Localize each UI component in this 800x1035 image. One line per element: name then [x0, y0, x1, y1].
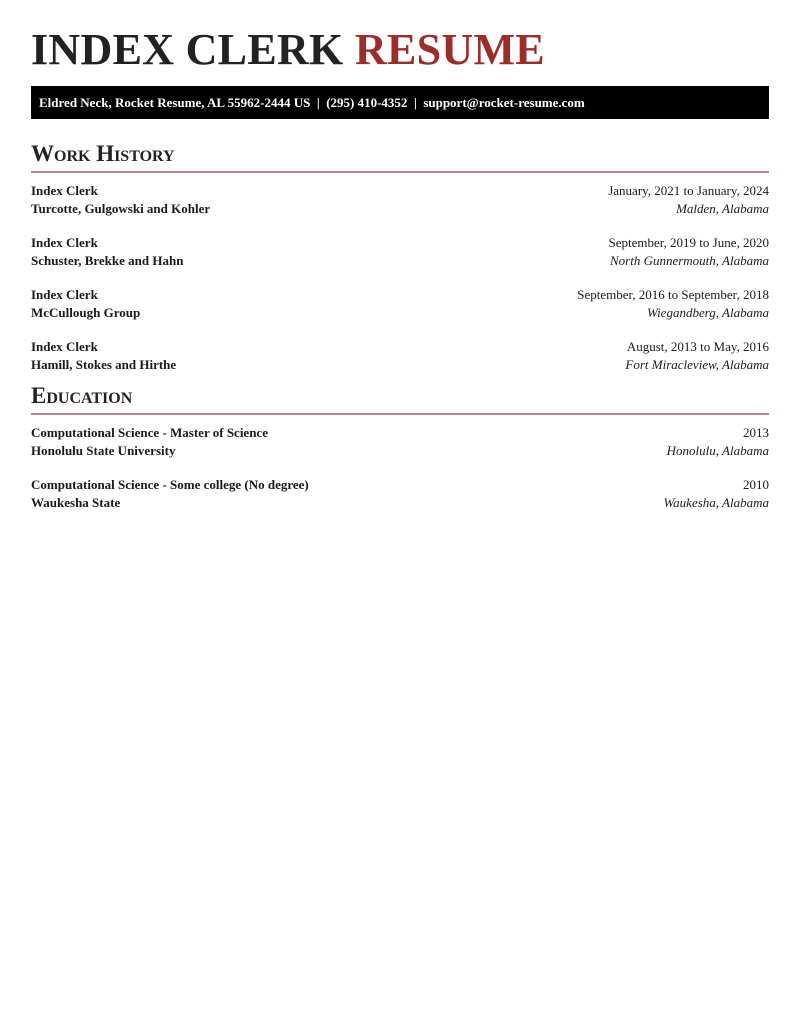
entry-dates: September, 2016 to September, 2018	[577, 287, 769, 302]
work-entry	[31, 286, 769, 322]
entry-dates: 2013	[743, 425, 769, 440]
entry-location: Malden, Alabama	[676, 201, 769, 216]
entry-location: Wiegandberg, Alabama	[646, 305, 769, 320]
contact-email[interactable]: support@rocket-resume.com	[423, 95, 585, 110]
separator: |	[316, 95, 320, 110]
title-main: INDEX CLERK	[31, 25, 344, 74]
contact-phone: (295) 410-4352	[326, 95, 408, 110]
entry-title: Computational Science - Some college (No degree)	[31, 477, 309, 492]
entry-location: Fort Miracleview, Alabama	[625, 357, 769, 372]
entry-dates: September, 2019 to June, 2020	[608, 235, 769, 250]
entry-location: North Gunnermouth, Alabama	[609, 253, 769, 268]
work-entry	[31, 182, 769, 218]
entry-title: Index Clerk	[31, 287, 98, 302]
separator: |	[413, 95, 417, 110]
work-history-section	[31, 140, 769, 374]
work-entry	[31, 234, 769, 270]
work-entry	[31, 338, 769, 374]
section-heading: Education	[31, 382, 769, 415]
entry-title: Computational Science - Master of Science	[31, 425, 268, 440]
entry-organization: Hamill, Stokes and Hirthe	[31, 357, 177, 372]
entry-dates: August, 2013 to May, 2016	[626, 339, 769, 354]
contact-bar	[31, 86, 769, 119]
entry-dates: 2010	[743, 477, 769, 492]
entry-organization: McCullough Group	[31, 305, 141, 320]
education-section	[31, 382, 769, 512]
entry-title: Index Clerk	[31, 183, 98, 198]
entry-location: Waukesha, Alabama	[663, 495, 769, 510]
entry-dates: January, 2021 to January, 2024	[608, 183, 769, 198]
education-entry	[31, 424, 769, 460]
entry-title: Index Clerk	[31, 235, 98, 250]
entry-organization: Honolulu State University	[31, 443, 176, 458]
contact-address: Eldred Neck, Rocket Resume, AL 55962-2444 US	[39, 95, 311, 110]
education-entry	[31, 476, 769, 512]
entry-organization: Turcotte, Gulgowski and Kohler	[31, 201, 211, 216]
resume-title	[31, 24, 545, 76]
entry-location: Honolulu, Alabama	[666, 443, 769, 458]
title-accent: RESUME	[354, 25, 545, 74]
section-heading: Work History	[31, 140, 769, 173]
entry-organization: Waukesha State	[31, 495, 121, 510]
entry-title: Index Clerk	[31, 339, 98, 354]
entry-organization: Schuster, Brekke and Hahn	[31, 253, 184, 268]
